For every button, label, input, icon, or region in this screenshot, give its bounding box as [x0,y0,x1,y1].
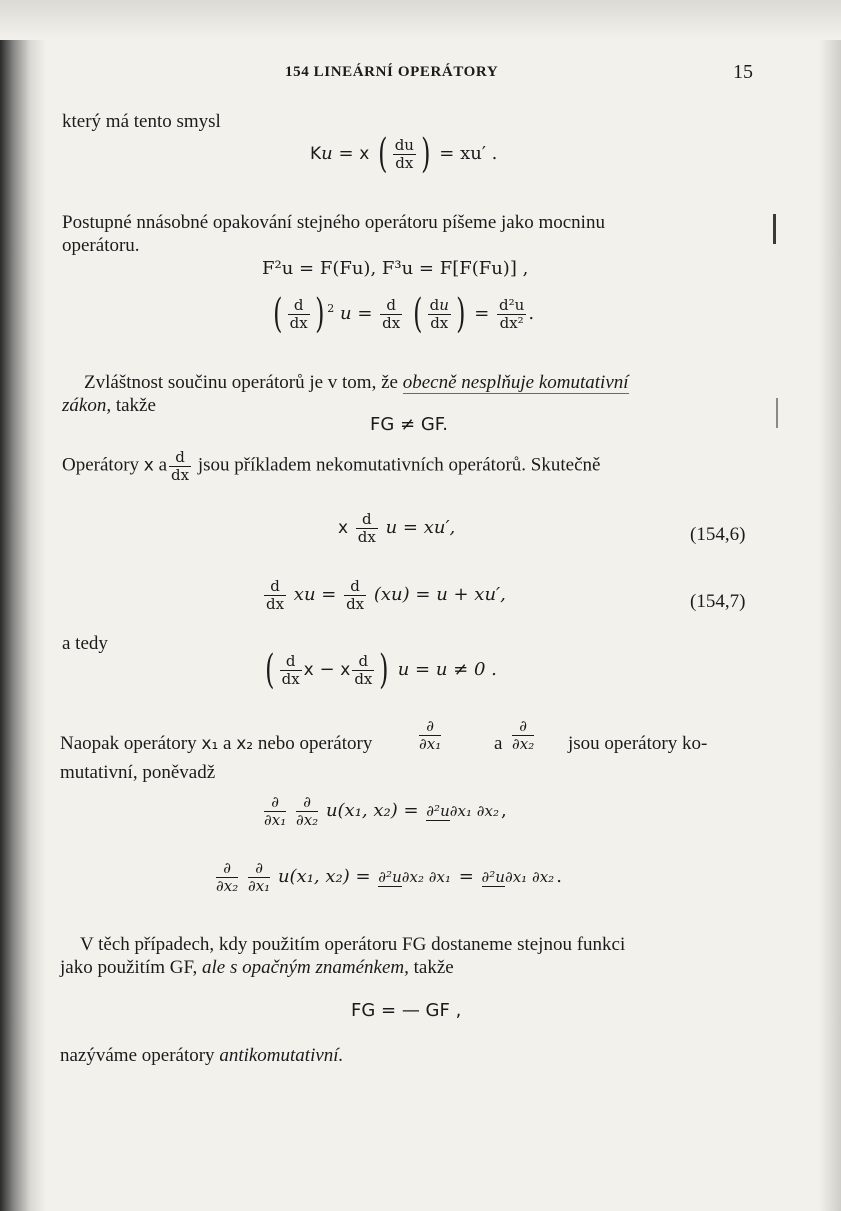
equation-154-6: x $\frac{d}{dx}$ u = xu′, [338,510,456,546]
text-line: a tedy [62,633,108,654]
text-line: jsou operátory ko- [568,733,708,754]
equation-K: Ku = x ( $\frac{du}{dx}$ ) = xu′ . [310,131,498,177]
equation-mixed-partial-1: $\frac{\partial}{\text{∂x₁}}$ $\frac{\partial}{\text{∂x₂}} u(x_1$, x₂) = ∂²u∂x₁ ∂x₂ , [264,793,507,829]
equation-number: (154,7) [690,591,746,612]
text-line: V těch případech, kdy použitím operátoru FG dostaneme stejnou funkci [80,934,626,955]
equation-second-derivative: ( $\frac{d}{dx}$ ) $^2$ u = $\frac{d}{dx}$ ( $\frac{du}{dx}$ ) = $\frac{\text{d²u}}{\text{dx²}}$ . [273,291,535,337]
text-line: zákon, takže [62,395,156,416]
equation-mixed-partial-2: $\frac{\partial}{\text{∂x₂}}$ $\frac{\partial}{\text{∂x₁}} u(x_1$, x₂) = ∂²u∂x₂ ∂x₁ = ∂²u∂x₁ ∂x₂ . [216,859,562,895]
equation-number: (154,6) [690,524,746,545]
equation-154-7: $\frac{d}{dx}$ xu = $\frac{d}{dx}$ (xu) = u + xu′, [266,577,506,613]
text-line: mutativní, poněvadž [60,762,216,783]
text-line: operátoru. [62,235,140,256]
text-word: a [494,733,503,754]
page-shadow-right [819,0,841,1211]
text-line: nazýváme operátory antikomutativní. [60,1045,344,1066]
text-line: Zvláštnost součinu operátorů je v tom, že obecně nesplňuje komutativní [84,372,629,393]
pencil-mark [776,398,778,428]
text-line: Naopak operátory x₁ a x₂ nebo operátory [60,733,373,754]
text-line: který má tento smysl [62,111,221,132]
text-line: Operátory x a $\frac{d}{dx}$ jsou příkladem nekomutativních operátorů. Skutečně [62,448,601,484]
running-header: 154 LINEÁRNÍ OPERÁTORY [285,64,499,80]
partial-operator-x2: $\frac{\partial}{\text{∂x₂}}$ [512,717,535,753]
page-number: 15 [733,61,753,83]
partial-operator-x1: $\frac{\partial}{\text{∂x₁}}$ [419,717,442,753]
page-shadow-left [0,0,46,1211]
text-line: jako použitím GF, ale s opačným znaménkem, takže [60,957,454,978]
text-line: Postupné nnásobné opakování stejného operátoru píšeme jako mocninu [62,212,605,233]
pencil-mark [773,214,776,244]
equation-F-powers: F²u = F(Fu), F³u = F[F(Fu)] , [262,258,529,279]
page-shadow-top [0,0,841,40]
equation-commutator: ( $\frac{d}{dx}$ x − x $\frac{d}{dx}$ ) u = u ≠ 0 . [265,647,497,693]
equation-anticommutation: FG = — GF , [351,1000,462,1021]
equation-FG-neq-GF: FG ≠ GF. [370,414,448,435]
